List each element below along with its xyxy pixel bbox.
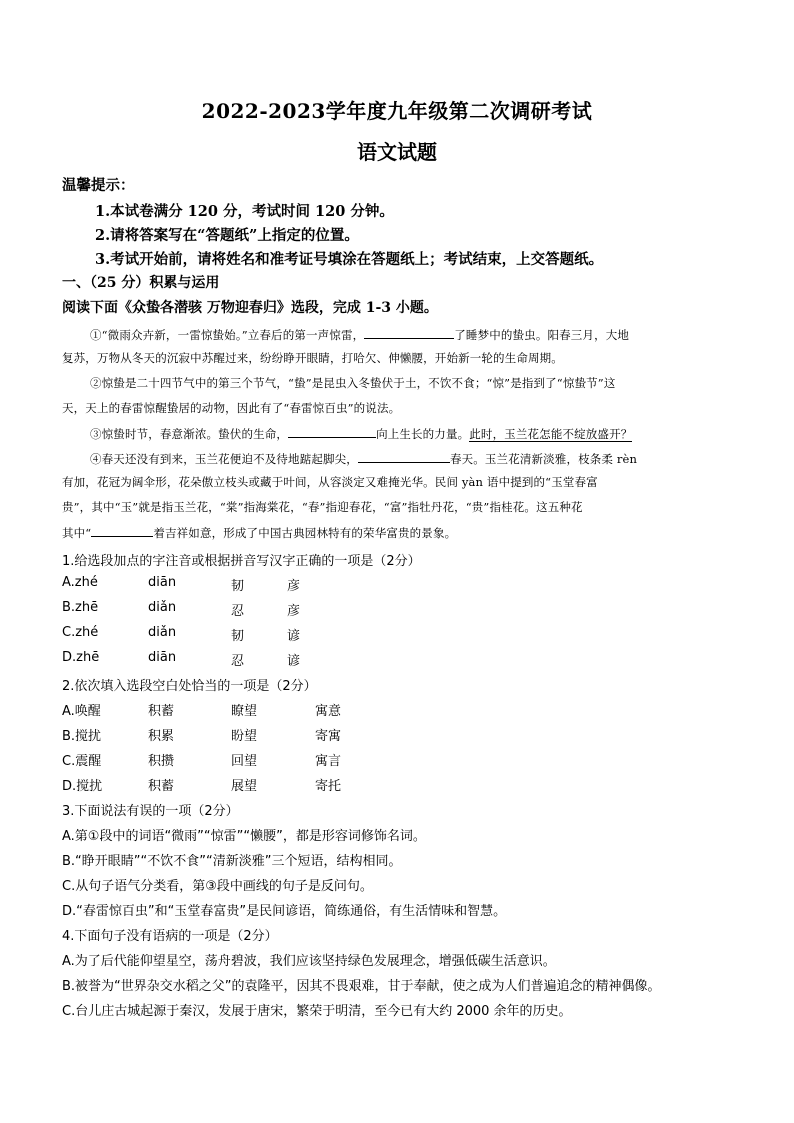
question-stem: 3.下面说法有误的一项（2分）: [62, 804, 239, 819]
option-part: 彦: [287, 604, 301, 619]
option-part: 谚: [287, 629, 301, 644]
fill-blank: [91, 524, 153, 537]
exam-subtitle: 语文试题: [357, 140, 437, 164]
passage-line: [90, 326, 629, 343]
section-heading: 一、（25 分）积累与运用: [62, 275, 220, 291]
passage-text: ③惊蛰时节，春意渐浓。蛰伏的生命，: [90, 427, 289, 441]
passage-line: 天，天上的春雷惊醒蛰居的动物，因此有了“春雷惊百虫”的说法。: [62, 401, 401, 415]
tip-item: 1.本试卷满分 120 分，考试时间 120 分钟。: [95, 203, 394, 220]
option-label[interactable]: B.搅扰: [62, 729, 102, 744]
passage-text: ①“微雨众卉新，一雷惊蛰始。”立春后的第一声惊雷，: [90, 328, 365, 342]
option-line[interactable]: D.“春雷惊百虫”和“玉堂春富贵”是民间谚语，简练通俗，有生活情味和智慧。: [62, 904, 507, 919]
option-part: 积蓄: [148, 704, 175, 719]
option-part: 展望: [231, 779, 258, 794]
option-part: 回望: [231, 754, 258, 769]
option-part: diān: [148, 650, 177, 665]
option-line[interactable]: C.台儿庄古城起源于秦汉，发展于唐宋，繁荣于明清，至今已有大约 2000 余年的历史。: [62, 1004, 572, 1019]
tip-item: 2.请将答案写在“答题纸”上指定的位置。: [95, 227, 359, 244]
reading-instruction: 阅读下面《众蛰各潜骇 万物迎春归》选段，完成 1-3 小题。: [62, 300, 438, 316]
option-label[interactable]: C.zhé: [62, 625, 99, 640]
option-part: 忍: [231, 654, 245, 669]
option-part: 谚: [287, 654, 301, 669]
option-label[interactable]: D.zhē: [62, 650, 100, 665]
option-part: 寄托: [315, 779, 342, 794]
option-part: 盼望: [231, 729, 258, 744]
option-line[interactable]: B.被誉为“世界杂交水稻之父”的袁隆平，因其不畏艰难，甘于奉献，使之成为人们普遍追念的精神偶像。: [62, 979, 661, 994]
passage-text: 着吉祥如意，形成了中国古典园林特有的荣华富贵的景象。: [153, 526, 457, 540]
option-part: 寓言: [315, 754, 342, 769]
fill-blank: [288, 425, 376, 438]
passage-line: ②惊蛰是二十四节气中的第三个节气，“蛰”是昆虫入冬蛰伏于土，不饮不食；“惊”是指到了“惊蛰节”这: [90, 376, 616, 390]
option-part: 寓意: [315, 704, 342, 719]
option-part: 积蓄: [148, 779, 175, 794]
option-label[interactable]: A.唤醒: [62, 704, 101, 719]
option-part: 韧: [231, 629, 245, 644]
question-stem: 2.依次填入选段空白处恰当的一项是（2分）: [62, 679, 317, 694]
option-label[interactable]: B.zhē: [62, 600, 99, 615]
passage-line: 贵”，其中“玉”就是指玉兰花，“棠”指海棠花，“春”指迎春花，“富”指牡丹花，“贵”指桂花。这五种花: [62, 500, 583, 514]
passage-text: 了睡梦中的蛰虫。阳春三月，大地: [454, 328, 630, 342]
passage-text: 其中“: [62, 526, 92, 540]
option-label[interactable]: C.震醒: [62, 754, 102, 769]
passage-text: 向上生长的力量。: [376, 427, 470, 441]
tips-heading: 温馨提示：: [62, 177, 135, 194]
question-stem: 1.给选段加点的字注音或根据拼音写汉字正确的一项是（2分）: [62, 554, 421, 569]
option-label[interactable]: D.搅扰: [62, 779, 103, 794]
fill-blank: [358, 450, 450, 463]
exam-title: 2022-2023学年度九年级第二次调研考试: [201, 99, 593, 123]
option-part: 忍: [231, 604, 245, 619]
option-label[interactable]: A.zhé: [62, 575, 98, 590]
option-line[interactable]: C.从句子语气分类看，第③段中画线的句子是反问句。: [62, 879, 373, 894]
passage-text: ④春天还没有到来，玉兰花便迫不及待地踮起脚尖，: [90, 452, 358, 466]
passage-line: [90, 450, 637, 467]
passage-line: [90, 425, 632, 442]
question-stem: 4.下面句子没有语病的一项是（2分）: [62, 929, 278, 944]
option-line[interactable]: B.“睁开眼睛”“不饮不食”“清新淡雅”三个短语，结构相同。: [62, 854, 402, 869]
passage-line: [62, 524, 456, 541]
fill-blank: [364, 326, 454, 339]
underlined-sentence: 此时，玉兰花怎能不绽放盛开？: [469, 427, 633, 441]
passage-line: 复苏，万物从冬天的沉寂中苏醒过来，纷纷睁开眼睛，打哈欠、伸懒腰，开始新一轮的生命周期。: [62, 351, 563, 365]
option-line[interactable]: A.第①段中的词语“微雨”“惊雷”“懒腰”，都是形容词修饰名词。: [62, 829, 426, 844]
tip-item: 3.考试开始前，请将姓名和准考证号填涂在答题纸上；考试结束，上交答题纸。: [95, 251, 604, 268]
passage-text: 春天。玉兰花清新淡雅，枝条柔 rèn: [449, 452, 638, 466]
option-part: 韧: [231, 579, 245, 594]
option-part: 积攒: [148, 754, 175, 769]
option-part: 彦: [287, 579, 301, 594]
option-line[interactable]: A.为了后代能仰望星空，荡舟碧波，我们应该坚持绿色发展理念，增强低碳生活意识。: [62, 954, 556, 969]
option-part: 积累: [148, 729, 175, 744]
option-part: diǎn: [148, 625, 177, 640]
option-part: diǎn: [148, 600, 177, 615]
option-part: diān: [148, 575, 177, 590]
option-part: 瞭望: [231, 704, 258, 719]
passage-line: 有加，花冠为阔伞形，花朵傲立枝头或藏于叶间，从容淡定又难掩光华。民间 yàn 语中提到的“玉堂春富: [62, 475, 598, 489]
option-part: 寄寓: [315, 729, 342, 744]
